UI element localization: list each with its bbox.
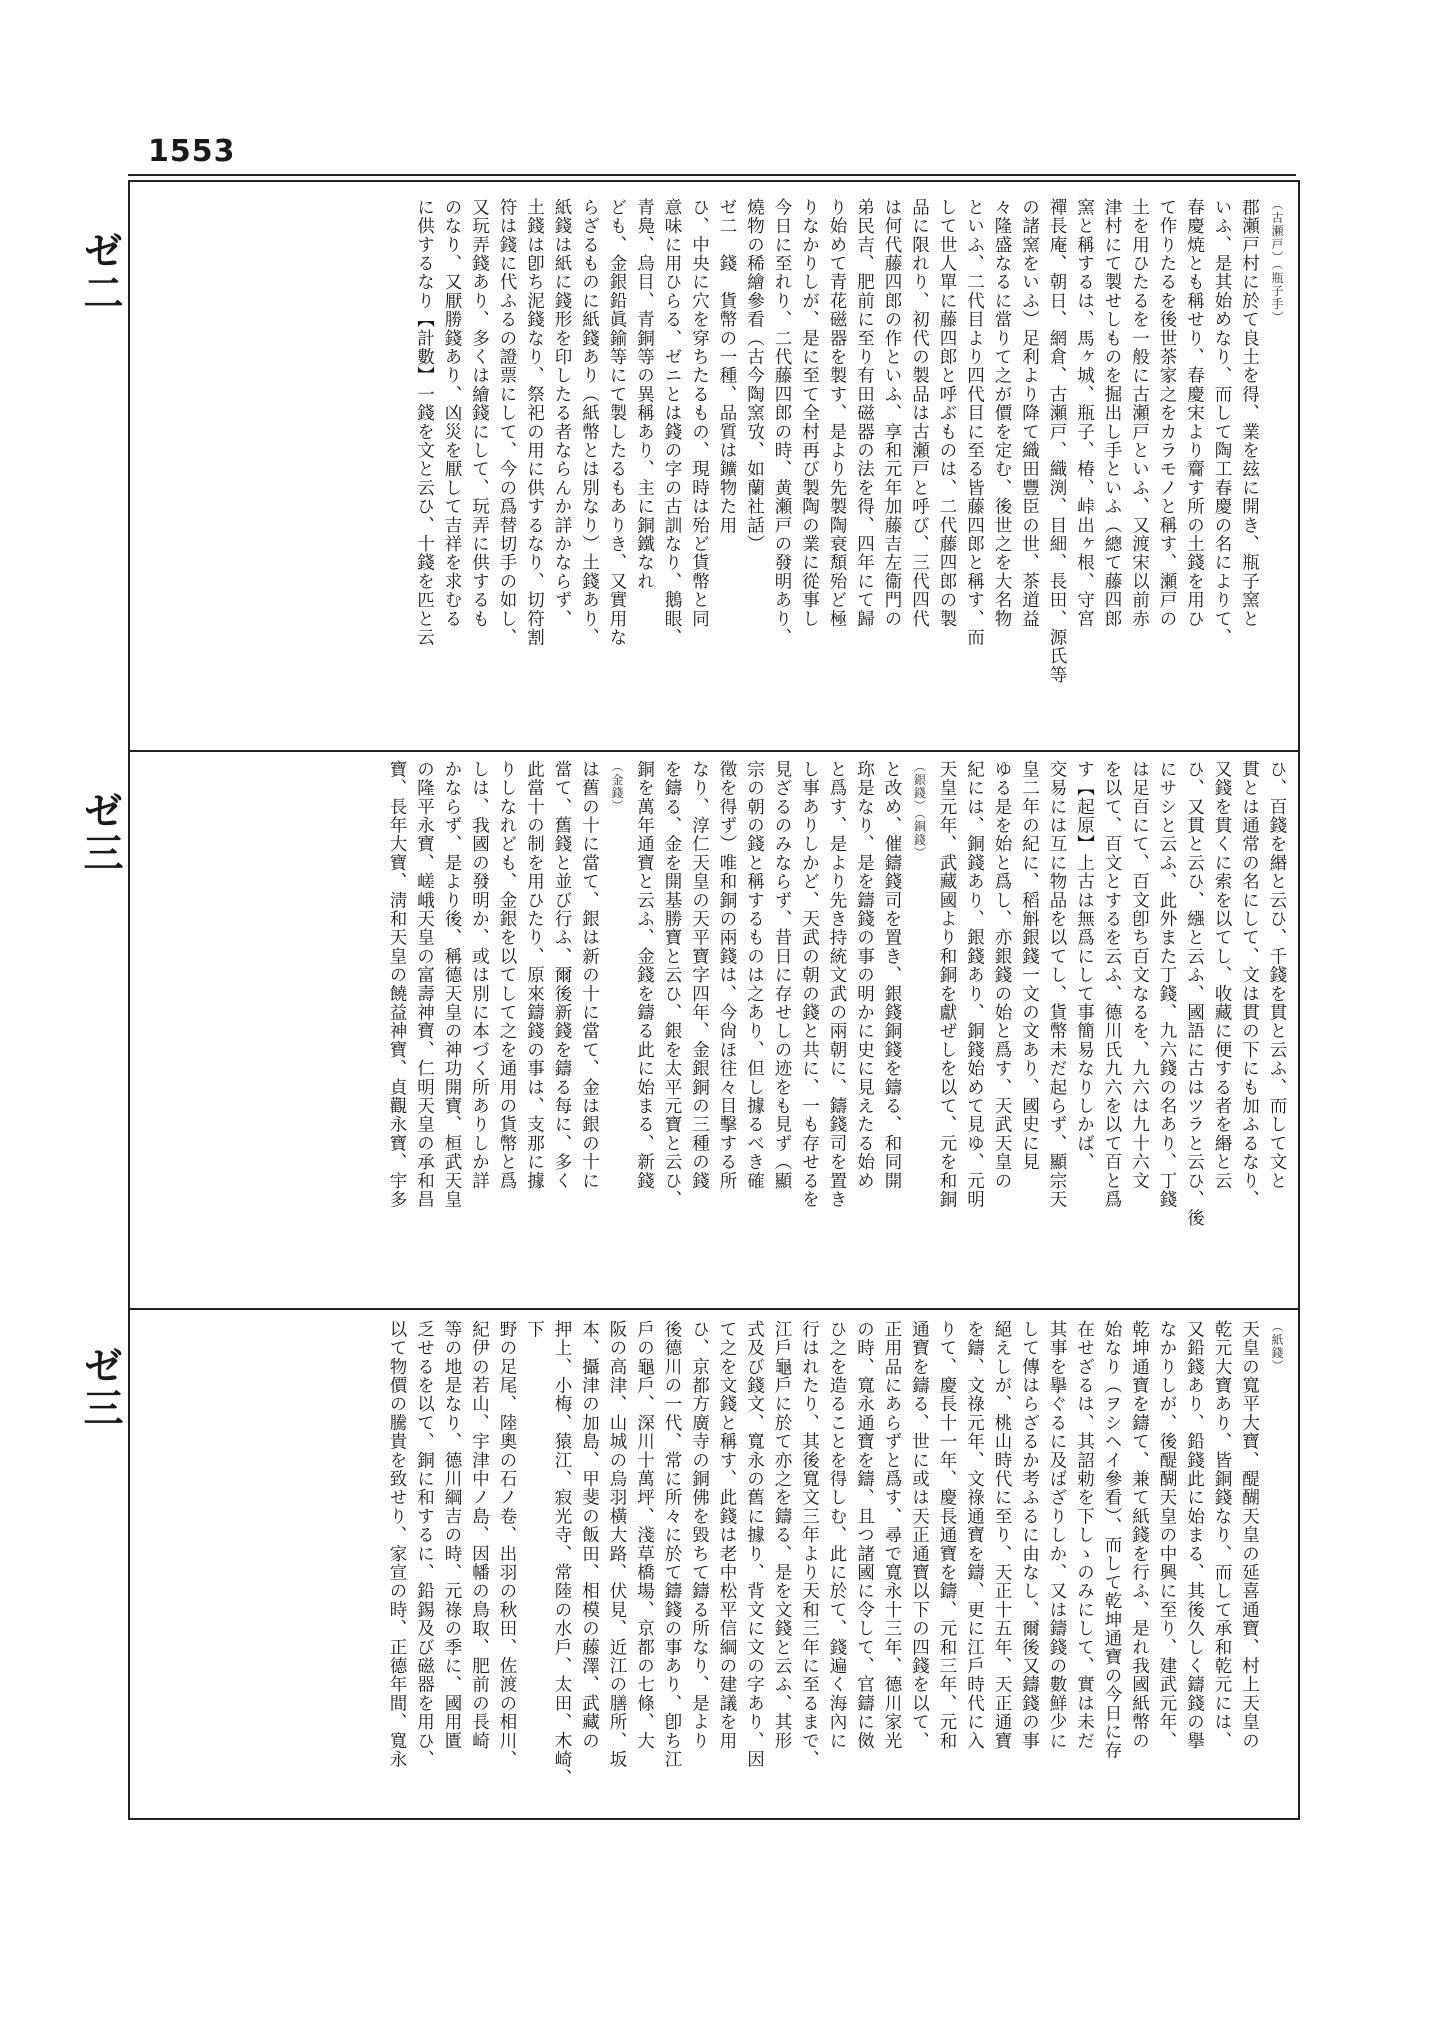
text-column: 乾坤通寶を鑄て、兼て紙錢を行ふ、是れ我國紙幣の (1129, 1320, 1150, 1751)
figure-caption: （金錢） (610, 760, 624, 813)
text-column: は何代藤四郎の作といふ、享和元年加藤吉左衞門の (882, 198, 902, 629)
text-column: 在せざるは、其詔勅を下しゝのみにして、實は未だ (1074, 1320, 1095, 1751)
text-column: す【起原】上古は無爲にして事簡易なりしかば、 (1074, 760, 1095, 1172)
text-column: 押上、小梅、猿江、寂光寺、常陸の水戶、太田、木崎、下 (524, 1320, 572, 1788)
text-column: 土を用ひたるを一般に古瀬戸といふ、又渡宋以前赤 (1129, 198, 1150, 629)
text-column: りしなれども、金銀を以てして之を通用の貨幣と爲 (497, 760, 517, 1191)
text-column: の諸窯をいふ）足利より降て織田豐臣の世、茶道益 (1019, 198, 1040, 629)
text-column: の時、寬永通寶を鑄、且つ諸國に令して、官鑄に傚 (854, 1320, 875, 1751)
text-column: ひ、又貫と云ひ、繦と云ふ、國語に古はツラと云ひ、後 (1184, 760, 1205, 1228)
text-column: 又玩弄錢あり、多くは繪錢にして、玩弄に供するも (469, 198, 490, 629)
text-column: 徵を得ず）唯和銅の兩錢は、今尙ほ往々目擊する所 (717, 760, 737, 1191)
text-column: 土錢は卽ち泥錢なり、祭祀の用に供するなり、切符割 (524, 198, 545, 647)
page-number: 1553 (148, 134, 236, 169)
text-column: なり、淳仁天皇の天平寶字四年、金銀銅の三種の錢 (689, 760, 710, 1191)
text-column: 貫とは通常の名にして、文は貫の下にも加ふるなり、 (1239, 760, 1260, 1209)
text-column: 江戶龜戶に於て亦之を鑄る、是を文錢と云ふ、其形 (772, 1320, 792, 1751)
text-column: 本、攝津の加島、甲斐の飯田、相模の藤澤、武藏の (579, 1320, 600, 1751)
text-column: 津村にて製せしものを掘出し手といふ（總て藤四郎 (1102, 198, 1122, 629)
text-column: 始なり（ヲシヘイ參看）、而して乾坤通寶の今日に存 (1102, 1320, 1122, 1761)
text-column: 春慶焼とも稱せり、春慶宋より齎す所の土錢を用ひ (1184, 198, 1205, 629)
text-column: 符は錢に代ふるの證票にして、今の爲替切手の如し、 (497, 198, 517, 647)
text-column: のなり、又厭勝錢あり、凶災を厭して吉祥を求むる (442, 198, 462, 629)
text-column: は足百にて、百文卽ち百文なるを、九六は九十六文 (1129, 760, 1150, 1191)
text-column: と爲す、是より先き持統文武の兩朝に、鑄錢司を置き (827, 760, 847, 1209)
section-divider (128, 1308, 1300, 1310)
text-column: 交易には互に物品を以てし、貨幣未だ起らず、顯宗天 (1047, 760, 1067, 1209)
text-column: に供するなり【計數】一錢を文と云ひ、十錢を匹と云 (414, 198, 435, 647)
text-column: 品に限れり、初代の製品は古瀬戸と呼び、三代四代 (909, 198, 930, 629)
text-column: 皇二年の紀に、稻斛銀錢一文の文あり、國史に見 (1019, 760, 1040, 1172)
text-column: て之を文錢と稱す、此錢は老中松平信綱の建議を用 (717, 1320, 737, 1751)
text-column: ゆる是を始と爲し、亦銀錢の始と爲す、天武天皇の (992, 760, 1012, 1191)
text-column: の隆平永寶、嵯峨天皇の富壽神寶、仁明天皇の承和昌 (414, 760, 435, 1209)
section-marker: ゼ三 (77, 1345, 123, 1429)
text-column: 絕えしが、桃山時代に至り、天正十五年、天正通寶 (992, 1320, 1012, 1751)
text-column: ひ、百錢を緡と云ひ、千錢を貫と云ふ、而して文と (1267, 760, 1287, 1191)
text-column: 見ざるのみならず、昔日に存せしの迹をも見ず（顯 (772, 760, 792, 1191)
text-column: ども、金銀鉛眞鍮等にて製したるもありき、又實用な (607, 198, 627, 647)
text-column: 乏せるを以て、銅に和するに、鉛錫及び磁器を用ひ、 (414, 1320, 435, 1769)
text-column: と改め、催鑄錢司を置き、銀錢銅錢を鑄る、和同開 (882, 760, 902, 1191)
text-column: て作りたるを後世茶家之をカラモノと稱す、瀬戸の (1157, 198, 1177, 629)
text-column: 後德川の一代、常に所々に於て鑄錢の事あり、卽ち江 (662, 1320, 682, 1769)
entry-heading: ゼ二 錢 貨幣の一種、品質は鑛物た用 (717, 198, 737, 535)
text-column: 戶の龜戶、深川十萬坪、淺草橋場、京都の七條、大 (634, 1320, 655, 1751)
text-column: を鑄、文祿元年、文祿通寶を鑄、更に江戶時代に入 (964, 1320, 985, 1751)
text-column: 郡瀬戸村に於て良土を得、業を玆に開き、瓶子窯と (1239, 198, 1260, 629)
text-column: を以て、百文とするを云ふ、德川氏九六を以て百と爲 (1102, 760, 1122, 1209)
text-column: 窯と稱するは、馬ヶ城、瓶子、椿、峠出ヶ根、守宮 (1074, 198, 1095, 629)
text-column: 今日に至れり、二代藤四郎の時、黄瀬戸の發明あり、 (772, 198, 792, 647)
text-column: 野の足尾、陸奧の石ノ卷、出羽の秋田、佐渡の相川、 (497, 1320, 517, 1769)
text-column: 式及び錢文、寬永の舊に據り、背文に文の字あり、因 (744, 1320, 765, 1769)
text-column: りて、慶長十一年、慶長通寶を鑄、元和三年、元和 (937, 1320, 957, 1751)
text-column: いふ、是其始めなり、而して陶工春慶の名によりて、 (1212, 198, 1232, 647)
text-column: 銅を萬年通寶と云ふ、金錢を鑄る此に始まる、新錢 (634, 760, 655, 1191)
text-column: 禪長庵、朝日、網倉、古瀬戸、織渕、目細、長田、源氏等 (1047, 198, 1067, 685)
section-divider (128, 750, 1300, 752)
text-column: 以て物價の騰貴を致せり、家宣の時、正德年間、寬永 (387, 1320, 407, 1769)
text-column: 當て、舊錢と並び行ふ、爾後新錢を鑄る每に、多く (552, 760, 572, 1191)
text-column: 等の地是なり、德川綱吉の時、元祿の季に、國用匱 (442, 1320, 462, 1751)
section-marker: ゼ三 (77, 790, 123, 874)
text-column: ひ、中央に穴を穿ちたるもの、現時は殆ど貨幣と同 (689, 198, 710, 629)
text-column: なかりしが、後醍醐天皇の中興に至り、建武元年、 (1157, 1320, 1177, 1751)
text-column: 通寶を鑄る、世に或は天正通寶以下の四錢を以て、 (909, 1320, 930, 1751)
text-column: 紙錢は紙に錢形を印したる者ならんか詳かならず、 (552, 198, 572, 629)
text-column: 又鉛錢あり、鉛錢此に始まる、其後久しく鑄錢の擧 (1184, 1320, 1205, 1751)
text-column: 寶、長年大寶、淸和天皇の饒益神寶、貞觀永寶、宇多 (387, 760, 407, 1209)
text-block-middle (140, 760, 1290, 1280)
text-block-lower (140, 1320, 1290, 1806)
text-column: 弟民吉、肥前に至り有田磁器の法を得、四年にて歸 (854, 198, 875, 629)
text-column: といふ、二代目より四代目に至る皆藤四郎と稱す、而 (964, 198, 985, 647)
text-column: して世人單に藤四郎と呼ぶものは、二代藤四郎の製 (937, 198, 957, 629)
text-column: 天皇の寬平大寶、醍醐天皇の延喜通寶、村上天皇の (1239, 1320, 1260, 1751)
frame-top-rule (128, 174, 1296, 176)
text-column: りなかりしが、是に至て全村再び製陶の業に從事し (799, 198, 820, 629)
text-column: 正用品にあらずと爲す、尋で寬永十三年、德川家光 (882, 1320, 902, 1751)
text-column: 珎是なり、是を鑄錢の事の明かに史に見えたる始め (854, 760, 875, 1191)
figure-caption: （紙錢） (1270, 1320, 1284, 1373)
text-column: を鑄る、金を開基勝寶と云ひ、銀を太平元寶と云ひ、 (662, 760, 682, 1209)
text-column: ひ、京都方廣寺の銅佛を毀ちて鑄る所なり、是より (689, 1320, 710, 1751)
text-column: 紀には、銅錢あり、銀錢あり、銅錢始めて見ゆ、元明 (964, 760, 985, 1209)
text-column: 意味に用ひらる、ゼニとは錢の字の古訓なり、鵝眼、 (662, 198, 682, 647)
text-column: らざるものに紙錢あり（紙幣とは別なり）土錢あり、 (579, 198, 600, 647)
figure-caption: （古瀬戸）（瓶子手） (1270, 198, 1284, 324)
section-marker: ゼ二 (77, 230, 123, 314)
text-column: り始めて青花磁器を製す、是より先製陶衰頽殆ど極 (827, 198, 847, 629)
text-column: にサシと云ふ、此外また丁錢、九六錢の名あり、丁錢 (1157, 760, 1177, 1209)
text-column: 其事を擧ぐるに及ばざりしか、又は鑄錢の數鮮少に (1047, 1320, 1067, 1751)
text-block-upper (140, 198, 1290, 743)
text-column: 此當十の制を用ひたり、原來鑄錢の事は、支那に據 (524, 760, 545, 1191)
text-column: 阪の高津、山城の烏羽橫大路、伏見、近江の膳所、坂 (607, 1320, 627, 1769)
text-column: は舊の十に當て、銀は新の十に當て、金は銀の十に (579, 760, 600, 1191)
text-column: しは、我國の發明か、或は別に本づく所ありしか詳 (469, 760, 490, 1191)
text-column: ひ之を造ることを得しむ、此に於て、錢遍く海內に (827, 1320, 847, 1751)
text-column: 天皇元年、武藏國より和銅を獻ぜしを以て、元を和銅 (937, 760, 957, 1209)
text-column: 々隆盛なるに當りて之が價を定む、後世之を大名物 (992, 198, 1012, 629)
text-column: 乾元大寶あり、皆銅錢なり、而して承和乾元には、 (1212, 1320, 1232, 1751)
figure-caption: （銀錢）（銅錢） (912, 760, 927, 860)
text-column: 紀伊の若山、宇津中ノ島、因幡の鳥取、肥前の長崎 (469, 1320, 490, 1751)
text-column: 燒物の稀繪參看（古今陶窯攷、如蘭社話） (744, 198, 765, 554)
text-column: かならず、是より後、稱德天皇の神功開寶、桓武天皇 (442, 760, 462, 1209)
text-column: し事ありしかど、天武の朝の錢と共に、一も存せるを (799, 760, 820, 1209)
text-column: 宗の朝の錢と稱するものは之あり、但し據るべき確 (744, 760, 765, 1191)
text-column: 又錢を貫くに索を以てし、收藏に便する者を緡と云 (1212, 760, 1232, 1191)
text-column: して傳はらざるか考ふるに由なし、爾後又鑄錢の事 (1019, 1320, 1040, 1751)
text-column: 青鳧、烏目、青銅等の異稱あり、主に銅鐵なれ (634, 198, 655, 591)
text-column: 行はれたり、其後寬文三年より天和三年に至るまで、 (799, 1320, 820, 1769)
